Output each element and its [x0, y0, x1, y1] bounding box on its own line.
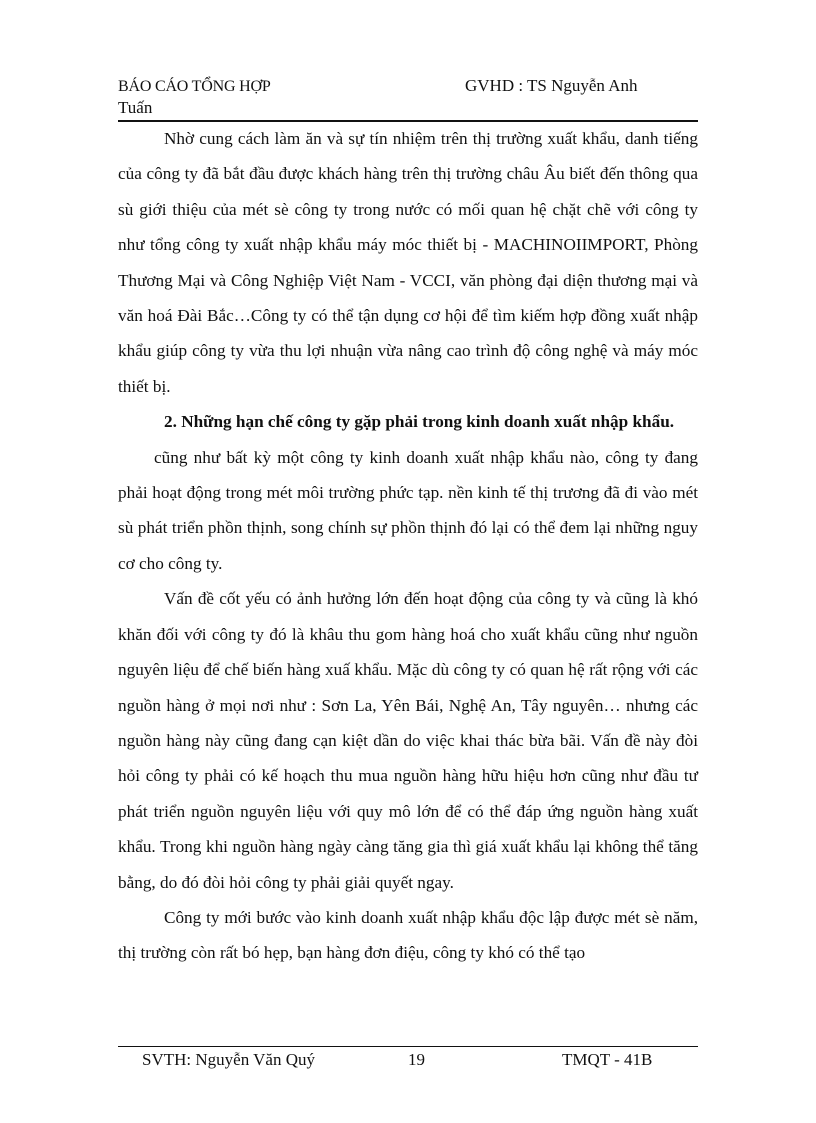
student-name: SVTH: Nguyễn Văn Quý	[142, 1050, 315, 1069]
section-heading: 2. Những hạn chế công ty gặp phải trong kinh doanh xuất nhập khẩu.	[164, 412, 675, 432]
report-title: BÁO CÁO TỔNG HỢP	[118, 78, 271, 95]
paragraph-2: cũng như bất kỳ một công ty kinh doanh xuất nhập khẩu nào, công ty đang phải hoạt động trong mét môi trường phức tạp. nền kinh tế thị trương đã đi vào mét sù phát triển phồn thịnh, song chính sự phồn thịnh đó lại có thể đem lại những nguy cơ cho công ty.	[118, 447, 698, 573]
paragraph-3: Vấn đề cốt yếu có ảnh hưởng lớn đến hoạt động của công ty và cũng là khó khăn đối với công ty đó là khâu thu gom hàng hoá cho xuất khẩu cũng như nguồn nguyên liệu để chế biến hàng xuấ khẩu. Mặc dù công ty có quan hệ rất rộng với các nguồn hàng ở mọi nơi như : Sơn La, Yên Bái, Nghệ An, Tây nguyên… nhưng các nguồn hàng này cũng đang cạn kiệt dần do việc khai thác bừa bãi. Vấn đề này đòi hỏi công ty phải có kế hoạch thu mua nguồn hàng hữu hiệu hơn cũng như đầu tư phát triển nguồn nguyên liệu với quy mô lớn để có thể đáp ứng nguồn hàng xuất khẩu. Trong khi nguồn hàng ngày càng tăng gia thì giá xuất khẩu lại không thể tăng bằng, do đó đòi hỏi công ty phải giải quyết ngay.	[118, 589, 698, 892]
paragraph-1: Nhờ cung cách làm ăn và sự tín nhiệm trên thị trường xuất khẩu, danh tiếng của công ty đã bắt đầu được khách hàng trên thị trường châu Âu biết đến thông qua sù giới thiệu của mét sè công ty trong nước có mối quan hệ chặt chẽ với công ty như tổng công ty xuất nhập khẩu máy móc thiết bị - MACHINOIIMPORT, Phòng Thương Mại và Công Nghiệp Việt Nam - VCCI, văn phòng đại diện thương mại và văn hoá Đài Bắc…Công ty có thể tận dụng cơ hội để tìm kiếm hợp đồng xuất nhập khẩu giúp công ty vừa thu lợi nhuận vừa nâng cao trình độ công nghệ và máy móc thiết bị.	[118, 129, 698, 396]
supervisor-label: GVHD : TS Nguyễn Anh	[465, 76, 638, 95]
paragraph-4: Công ty mới bước vào kinh doanh xuất nhập khẩu độc lập được mét sè năm, thị trường còn rất bó hẹp, bạn hàng đơn điệu, công ty khó có thể tạo	[118, 907, 698, 963]
class-code: TMQT - 41B	[562, 1050, 653, 1069]
document-body	[118, 121, 698, 971]
footer-divider	[118, 1046, 698, 1047]
supervisor-label-wrap: Tuấn	[118, 98, 153, 117]
page-footer	[118, 1050, 698, 1076]
page-number: 19	[408, 1050, 425, 1069]
page-header	[118, 74, 698, 120]
